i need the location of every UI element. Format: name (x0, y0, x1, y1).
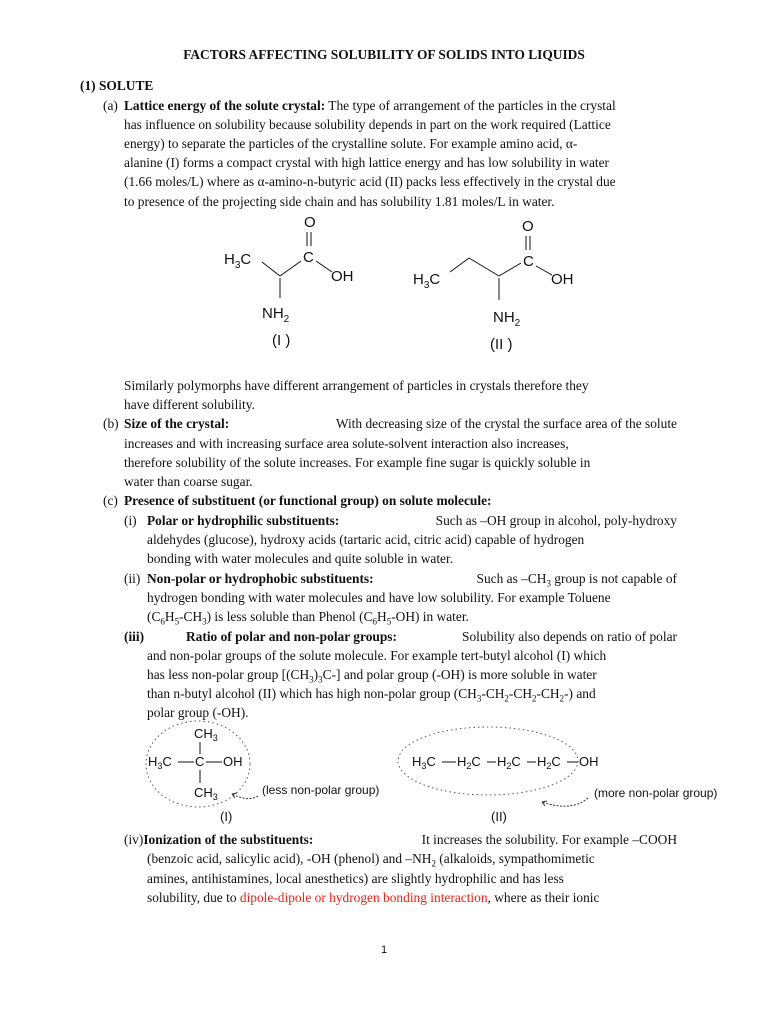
item-civ-number: (iv) (124, 832, 144, 847)
methyl-label: $H_3C$ (412, 754, 436, 771)
page-number: 1 (380, 944, 388, 956)
item-a-line4: alanine (I) forms a compact crystal with high lattice energy and has low solubility in water (124, 155, 610, 170)
item-b-line1 (124, 414, 677, 433)
carbon-label: C (523, 253, 534, 270)
oxygen-label: O (304, 214, 316, 231)
section-label: SOLUTE (98, 78, 154, 93)
methyl-label: $H_3C$ (413, 271, 441, 291)
more-nonpolar-annotation: (more non-polar group) (594, 786, 718, 800)
item-c-number: (c) (103, 493, 118, 508)
item-b-line3: therefore solubility of the solute increases. For example fine sugar is quickly soluble in (124, 455, 591, 470)
item-civ-line4: solubility, due to dipole-dipole or hydrogen bonding interaction, where as their ionic (147, 890, 600, 905)
item-ciii-line2: and non-polar groups of the solute molecule. For example tert-butyl alcohol (I) which (147, 648, 607, 663)
item-ci-line3: bonding with water molecules and quite soluble in water. (147, 551, 454, 566)
section-solute (80, 76, 153, 95)
oxygen-label: O (522, 218, 534, 235)
item-cii-number: (ii) (124, 571, 141, 586)
amino-acid-structures (210, 208, 590, 358)
methylene-3-label: $H_2C$ (537, 754, 561, 771)
aminobutyric-structure (413, 218, 574, 353)
highlighted-phrase: dipole-dipole or hydrogen bonding interaction (239, 890, 488, 905)
item-civ-line3: amines, antihistamines, local anesthetics) are slightly hydrophilic and has less (147, 871, 564, 886)
structure-label-1: (I) (220, 809, 233, 824)
hydroxyl-label: OH (223, 754, 243, 769)
item-cii-heading: Non-polar or hydrophobic substituents: (147, 571, 374, 586)
tert-butyl-structure (146, 721, 379, 824)
item-c-heading: Presence of substituent (or functional group) on solute molecule: (124, 493, 492, 508)
structure-label-1: (I ) (272, 332, 291, 349)
item-ci-line1 (147, 511, 677, 530)
central-carbon-label: C (195, 754, 205, 769)
item-civ-line1 (124, 830, 677, 849)
polymorph-line1: Similarly polymorphs have different arrangement of particles in crystals therefore they (124, 378, 589, 393)
polymorph-line2: have different solubility. (124, 397, 255, 412)
methylene-1-label: $H_2C$ (457, 754, 481, 771)
alanine-structure (224, 214, 354, 349)
item-a-line1 (124, 96, 677, 115)
amine-label: $NH_2$ (493, 309, 521, 329)
methyl-left-label: $H_3C$ (148, 754, 172, 771)
methylene-2-label: $H_2C$ (497, 754, 521, 771)
item-ci-heading: Polar or hydrophilic substituents: (147, 513, 340, 528)
amine-label: $NH_2$ (262, 305, 290, 325)
item-a-number: (a) (103, 98, 118, 113)
item-a-line3: energy) to separate the particles of the crystalline solute. For example amino acid, α- (124, 136, 578, 151)
butyl-alcohol-structures (140, 720, 740, 832)
item-cii-text: Such as $-CH_3$ group is not capable of (476, 571, 677, 589)
item-cii-line2: hydrogen bonding with water molecules and have low solubility. For example Toluene (147, 590, 611, 605)
item-ciii-line3: has less non-polar group $[(CH_3)_3C-]$ and polar group (-OH) is more soluble in water (147, 667, 597, 685)
methyl-label: $H_3C$ (224, 251, 252, 271)
item-b-text: With decreasing size of the crystal the surface area of the solute (335, 416, 677, 431)
item-b-heading: Size of the crystal: (124, 416, 230, 431)
item-civ-line2: (benzoic acid, salicylic acid), -OH (phenol) and $-NH_2$ (alkaloids, sympathomimetic (147, 851, 595, 869)
item-a-line5: (1.66 moles/L) where as α-amino-n-butyric acid (II) packs less effectively in the crystal due (124, 174, 616, 189)
item-civ-heading: Ionization of the substituents: (143, 832, 314, 847)
structure-label-2: (II) (491, 809, 507, 824)
item-civ-lead (124, 830, 313, 849)
item-ciii-heading: Ratio of polar and non-polar groups: (186, 629, 397, 644)
item-ci-text: Such as –OH group in alcohol, poly-hydroxy (435, 513, 677, 528)
methyl-top-label: $CH_3$ (194, 726, 218, 743)
item-a-text: The type of arrangement of the particles in the crystal (328, 98, 616, 113)
carbon-label: C (303, 249, 314, 266)
hydroxyl-label: OH (579, 754, 599, 769)
item-b-number: (b) (103, 416, 119, 431)
item-ciii-line5: polar group (-OH). (147, 705, 249, 720)
structure-label-2: (II ) (490, 336, 513, 353)
item-civ-text: It increases the solubility. For example –COOH (421, 832, 677, 847)
item-ciii-number: (iii) (124, 629, 145, 644)
item-b-line2: increases and with increasing surface area solute-solvent interaction also increases, (124, 436, 569, 451)
item-a-line6: to presence of the projecting side chain and has solubility 1.81 moles/L in water. (124, 194, 555, 209)
n-butyl-structure (398, 727, 717, 824)
item-a-heading: Lattice energy of the solute crystal: (124, 98, 326, 113)
methyl-bottom-label: $CH_3$ (194, 785, 218, 802)
section-number: (1) (80, 78, 96, 93)
hydroxyl-label: OH (551, 271, 574, 288)
item-ci-line2: aldehydes (glucose), hydroxy acids (tartaric acid, citric acid) capable of hydrogen (147, 532, 585, 547)
item-cii-line3: $(C_6H_5-CH_3)$ is less soluble than Phenol $(C_6H_5-OH)$ in water. (147, 609, 469, 627)
item-b-line4: water than coarse sugar. (124, 474, 253, 489)
item-ci-number: (i) (124, 513, 137, 528)
page-title: FACTORS AFFECTING SOLUBILITY OF SOLIDS INTO LIQUIDS (183, 47, 585, 62)
item-ciii-line4: than n-butyl alcohol (II) which has high non-polar group $(CH_3-CH_2-CH_2-CH_2-)$ and (147, 686, 596, 704)
less-nonpolar-annotation: (less non-polar group) (262, 783, 380, 797)
hydroxyl-label: OH (331, 268, 354, 285)
item-ciii-text: Solubility also depends on ratio of polar (462, 629, 677, 644)
item-a-line2: has influence on solubility because solubility depends in part on the work required (Lattice (124, 117, 611, 132)
item-ciii-line1 (186, 627, 677, 646)
